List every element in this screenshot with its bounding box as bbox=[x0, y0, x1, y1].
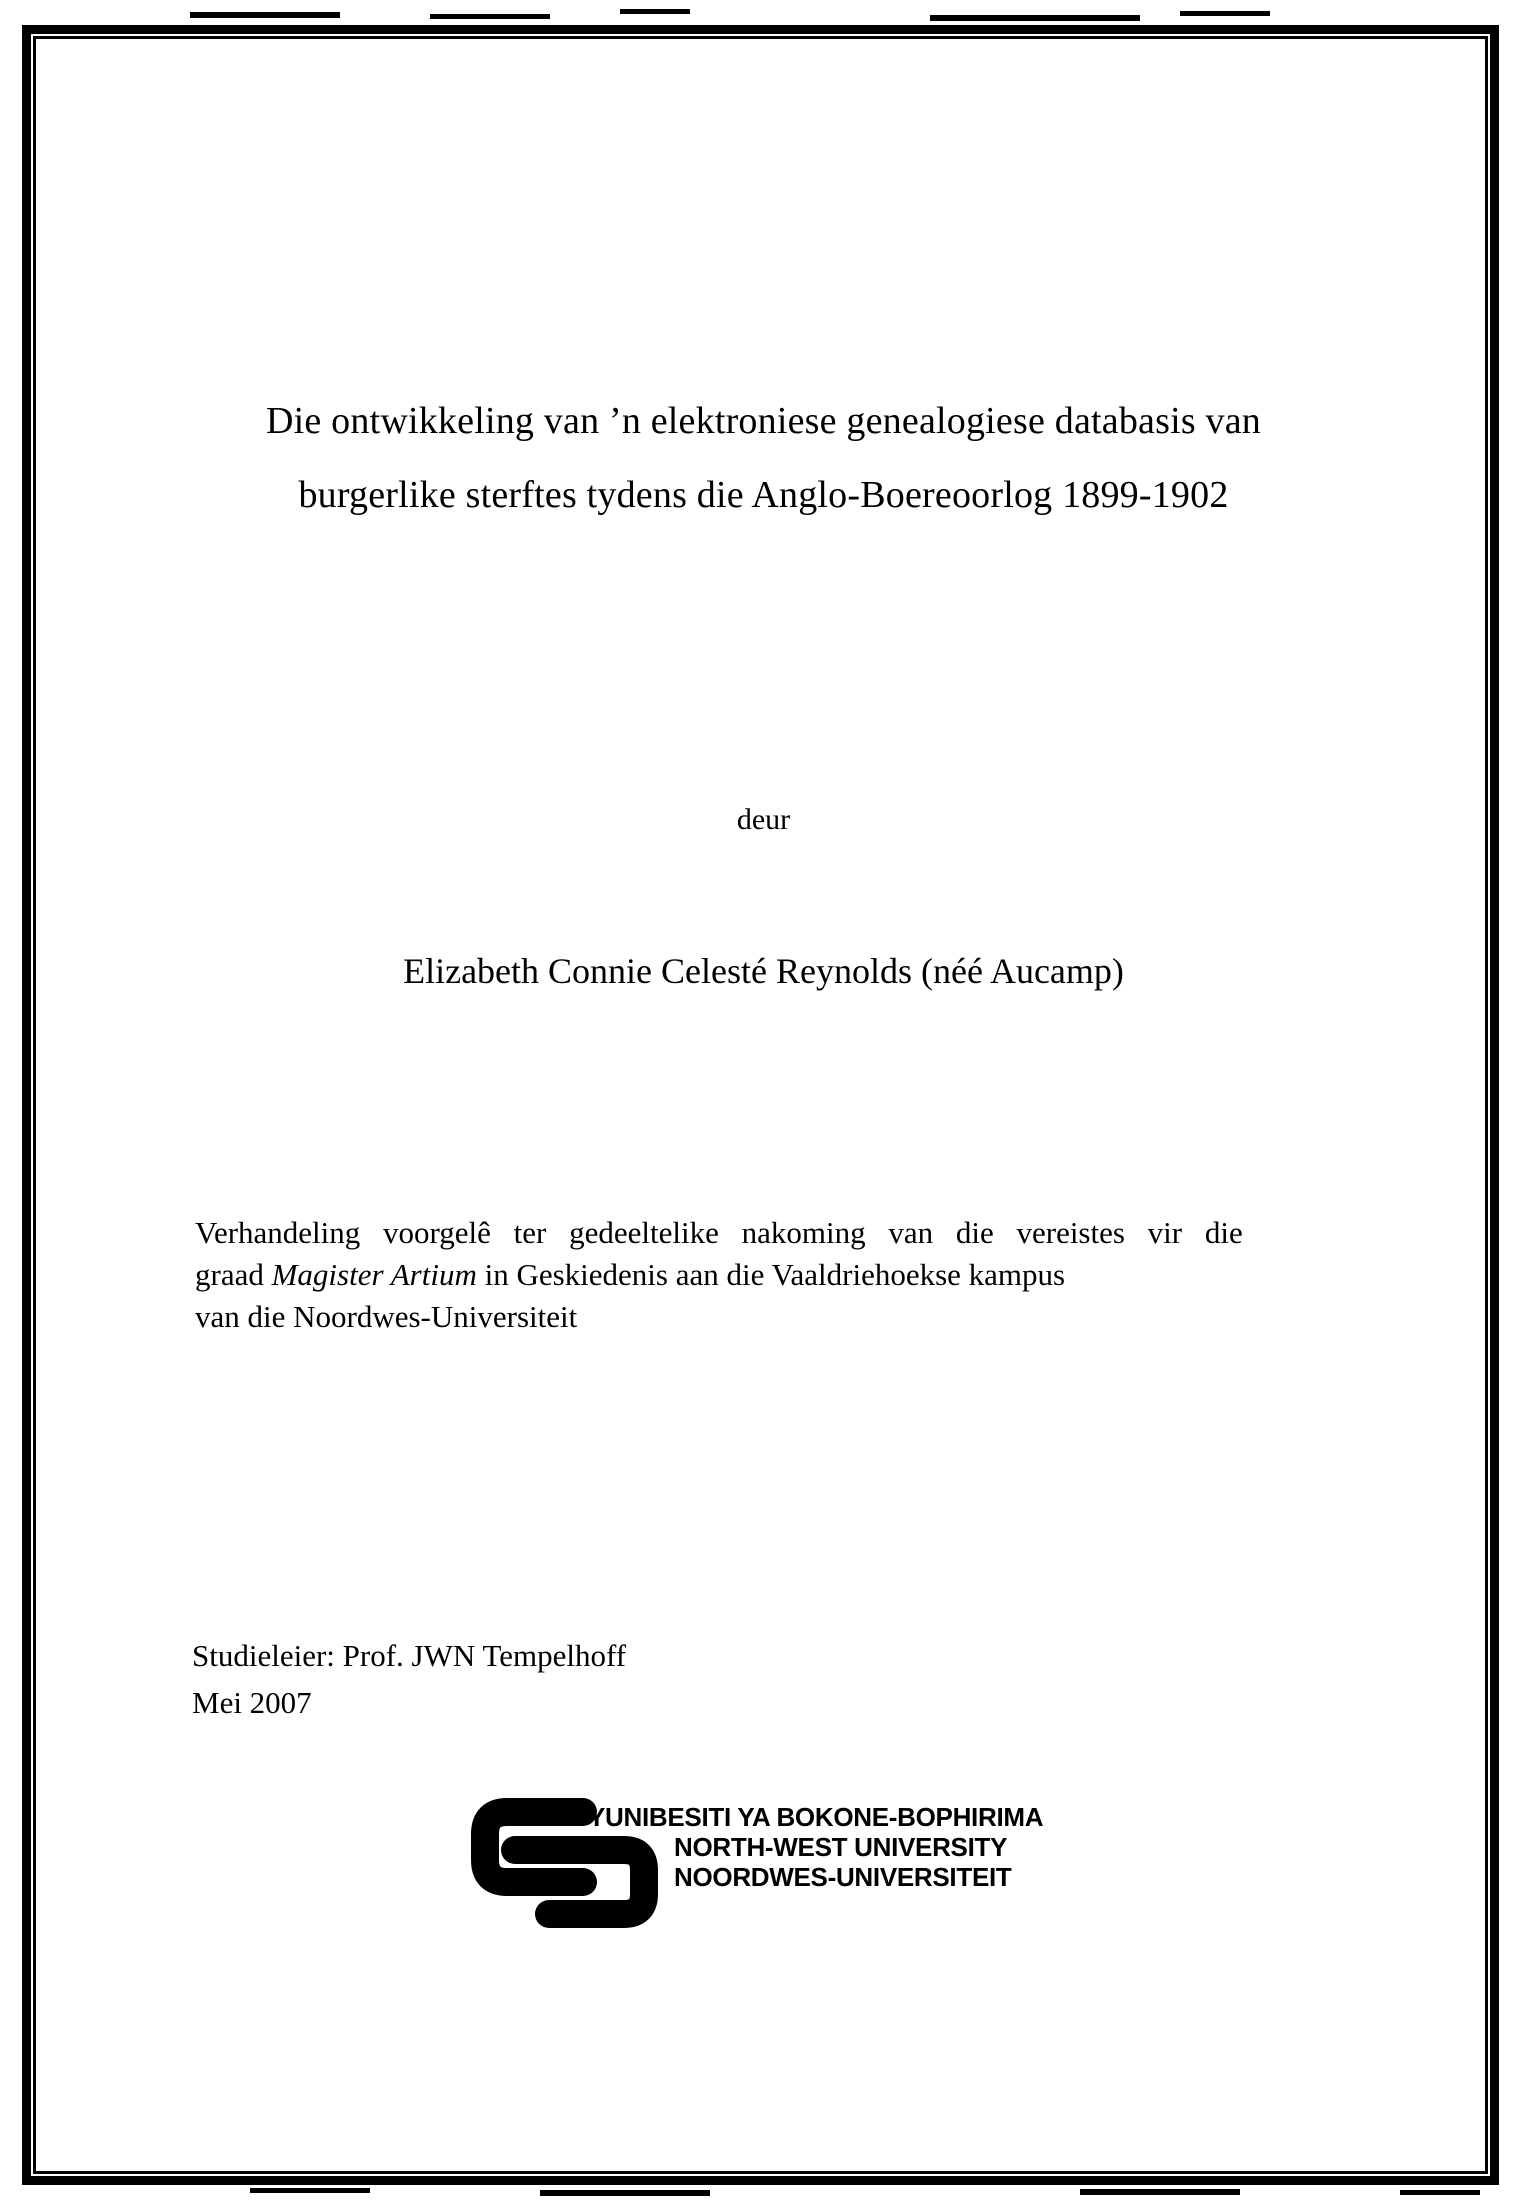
scan-artifact bbox=[1080, 2189, 1240, 2195]
degree-statement-line2 bbox=[195, 1254, 1370, 1296]
thesis-title bbox=[0, 384, 1527, 532]
byline: deur bbox=[736, 803, 791, 836]
degree-statement-line2-post: in Geskiedenis aan die Vaaldriehoekse kampus bbox=[476, 1257, 1066, 1292]
scan-artifact bbox=[540, 2190, 710, 2196]
scan-artifact bbox=[1400, 2190, 1480, 2195]
scan-artifact bbox=[620, 9, 690, 14]
scan-artifact bbox=[190, 12, 340, 18]
nwu-logo-wordmark bbox=[588, 1802, 1043, 1892]
degree-statement bbox=[195, 1212, 1370, 1338]
thesis-title-line2: burgerlike sterftes tydens die Anglo-Boereoorlog 1899-1902 bbox=[298, 474, 1229, 516]
scan-artifact bbox=[1180, 11, 1270, 16]
author-name: Elizabeth Connie Celesté Reynolds (néé Aucamp) bbox=[403, 951, 1124, 991]
nwu-logo-setswana-name: YUNIBESITI YA BOKONE-BOPHIRIMA bbox=[588, 1802, 1044, 1832]
scan-artifact bbox=[250, 2188, 370, 2193]
supervisor-line: Studieleier: Prof. JWN Tempelhoff bbox=[192, 1638, 627, 1673]
degree-name: Magister Artium bbox=[271, 1257, 477, 1292]
supervisor-block bbox=[192, 1632, 626, 1726]
date-line: Mei 2007 bbox=[192, 1685, 312, 1720]
degree-statement-line1: Verhandeling voorgelê ter gedeeltelike nakoming van die vereistes vir die bbox=[195, 1215, 1243, 1250]
degree-statement-line2-pre: graad bbox=[195, 1257, 272, 1292]
scan-artifact bbox=[930, 15, 1140, 21]
scan-artifact bbox=[430, 14, 550, 19]
thesis-title-line1: Die ontwikkeling van ’n elektroniese genealogiese databasis van bbox=[266, 400, 1261, 442]
degree-statement-line3: van die Noordwes-Universiteit bbox=[195, 1299, 578, 1334]
nwu-logo-afrikaans-name: NOORDWES-UNIVERSITEIT bbox=[674, 1862, 1012, 1892]
nwu-logo-english-name: NORTH-WEST UNIVERSITY bbox=[674, 1832, 1008, 1862]
